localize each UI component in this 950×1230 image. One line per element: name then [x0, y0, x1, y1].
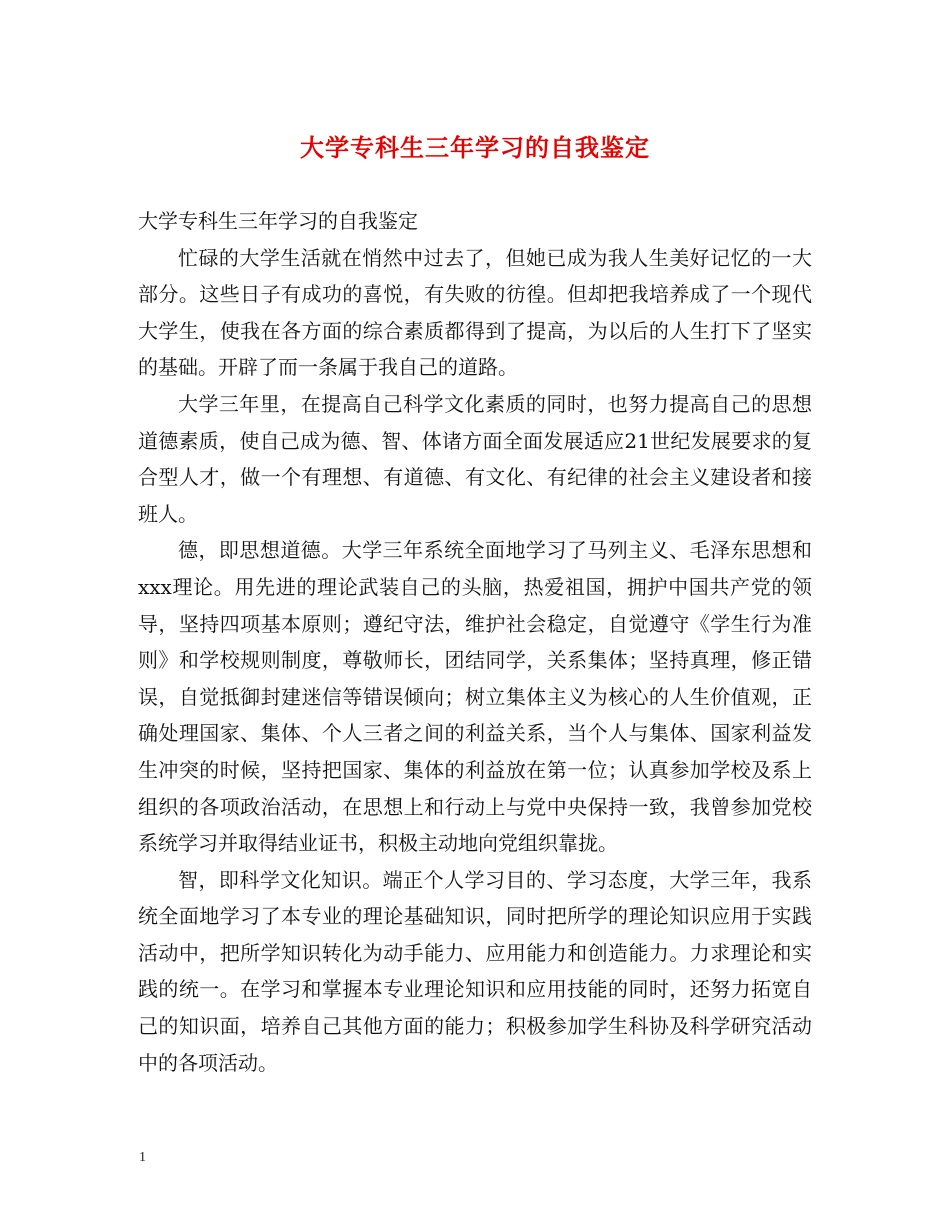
paragraph-overview: 大学三年里，在提高自己科学文化素质的同时，也努力提高自己的思想道德素质，使自己成为德、智、体诸方面全面发展适应21世纪发展要求的复合型人才，做一个有理想、有道德、有文化、有纪律的社会主义建设者和接班人。: [138, 391, 812, 526]
document-body: [138, 203, 812, 1081]
page-number: 1: [139, 1150, 146, 1165]
paragraph-intro: 忙碌的大学生活就在悄然中过去了，但她已成为我人生美好记忆的一大部分。这些日子有成功的喜悦，有失败的彷徨。但却把我培养成了一个现代大学生，使我在各方面的综合素质都得到了提高，为以后的人生打下了坚实的基础。开辟了而一条属于我自己的道路。: [138, 245, 812, 380]
paragraph-knowledge: 智，即科学文化知识。端正个人学习目的、学习态度，大学三年，我系统全面地学习了本专业的理论基础知识，同时把所学的理论知识应用于实践活动中，把所学知识转化为动手能力、应用能力和创造能力。力求理论和实践的统一。在学习和掌握本专业理论知识和应用技能的同时，还努力拓宽自己的知识面，培养自己其他方面的能力；积极参加学生科协及科学研究活动中的各项活动。: [138, 867, 812, 1075]
document-title: 大学专科生三年学习的自我鉴定: [300, 133, 650, 162]
paragraph-morality: 德，即思想道德。大学三年系统全面地学习了马列主义、毛泽东思想和xxx理论。用先进的理论武装自己的头脑，热爱祖国，拥护中国共产党的领导，坚持四项基本原则；遵纪守法，维护社会稳定，自觉遵守《学生行为准则》和学校规则制度，尊敬师长，团结同学，关系集体；坚持真理，修正错误，自觉抵御封建迷信等错误倾向；树立集体主义为核心的人生价值观，正确处理国家、集体、个人三者之间的利益关系，当个人与集体、国家利益发生冲突的时候，坚持把国家、集体的利益放在第一位；认真参加学校及系上组织的各项政治活动，在思想上和行动上与党中央保持一致，我曾参加党校系统学习并取得结业证书，积极主动地向党组织靠拢。: [138, 538, 812, 856]
document-subtitle: 大学专科生三年学习的自我鉴定: [138, 209, 418, 233]
